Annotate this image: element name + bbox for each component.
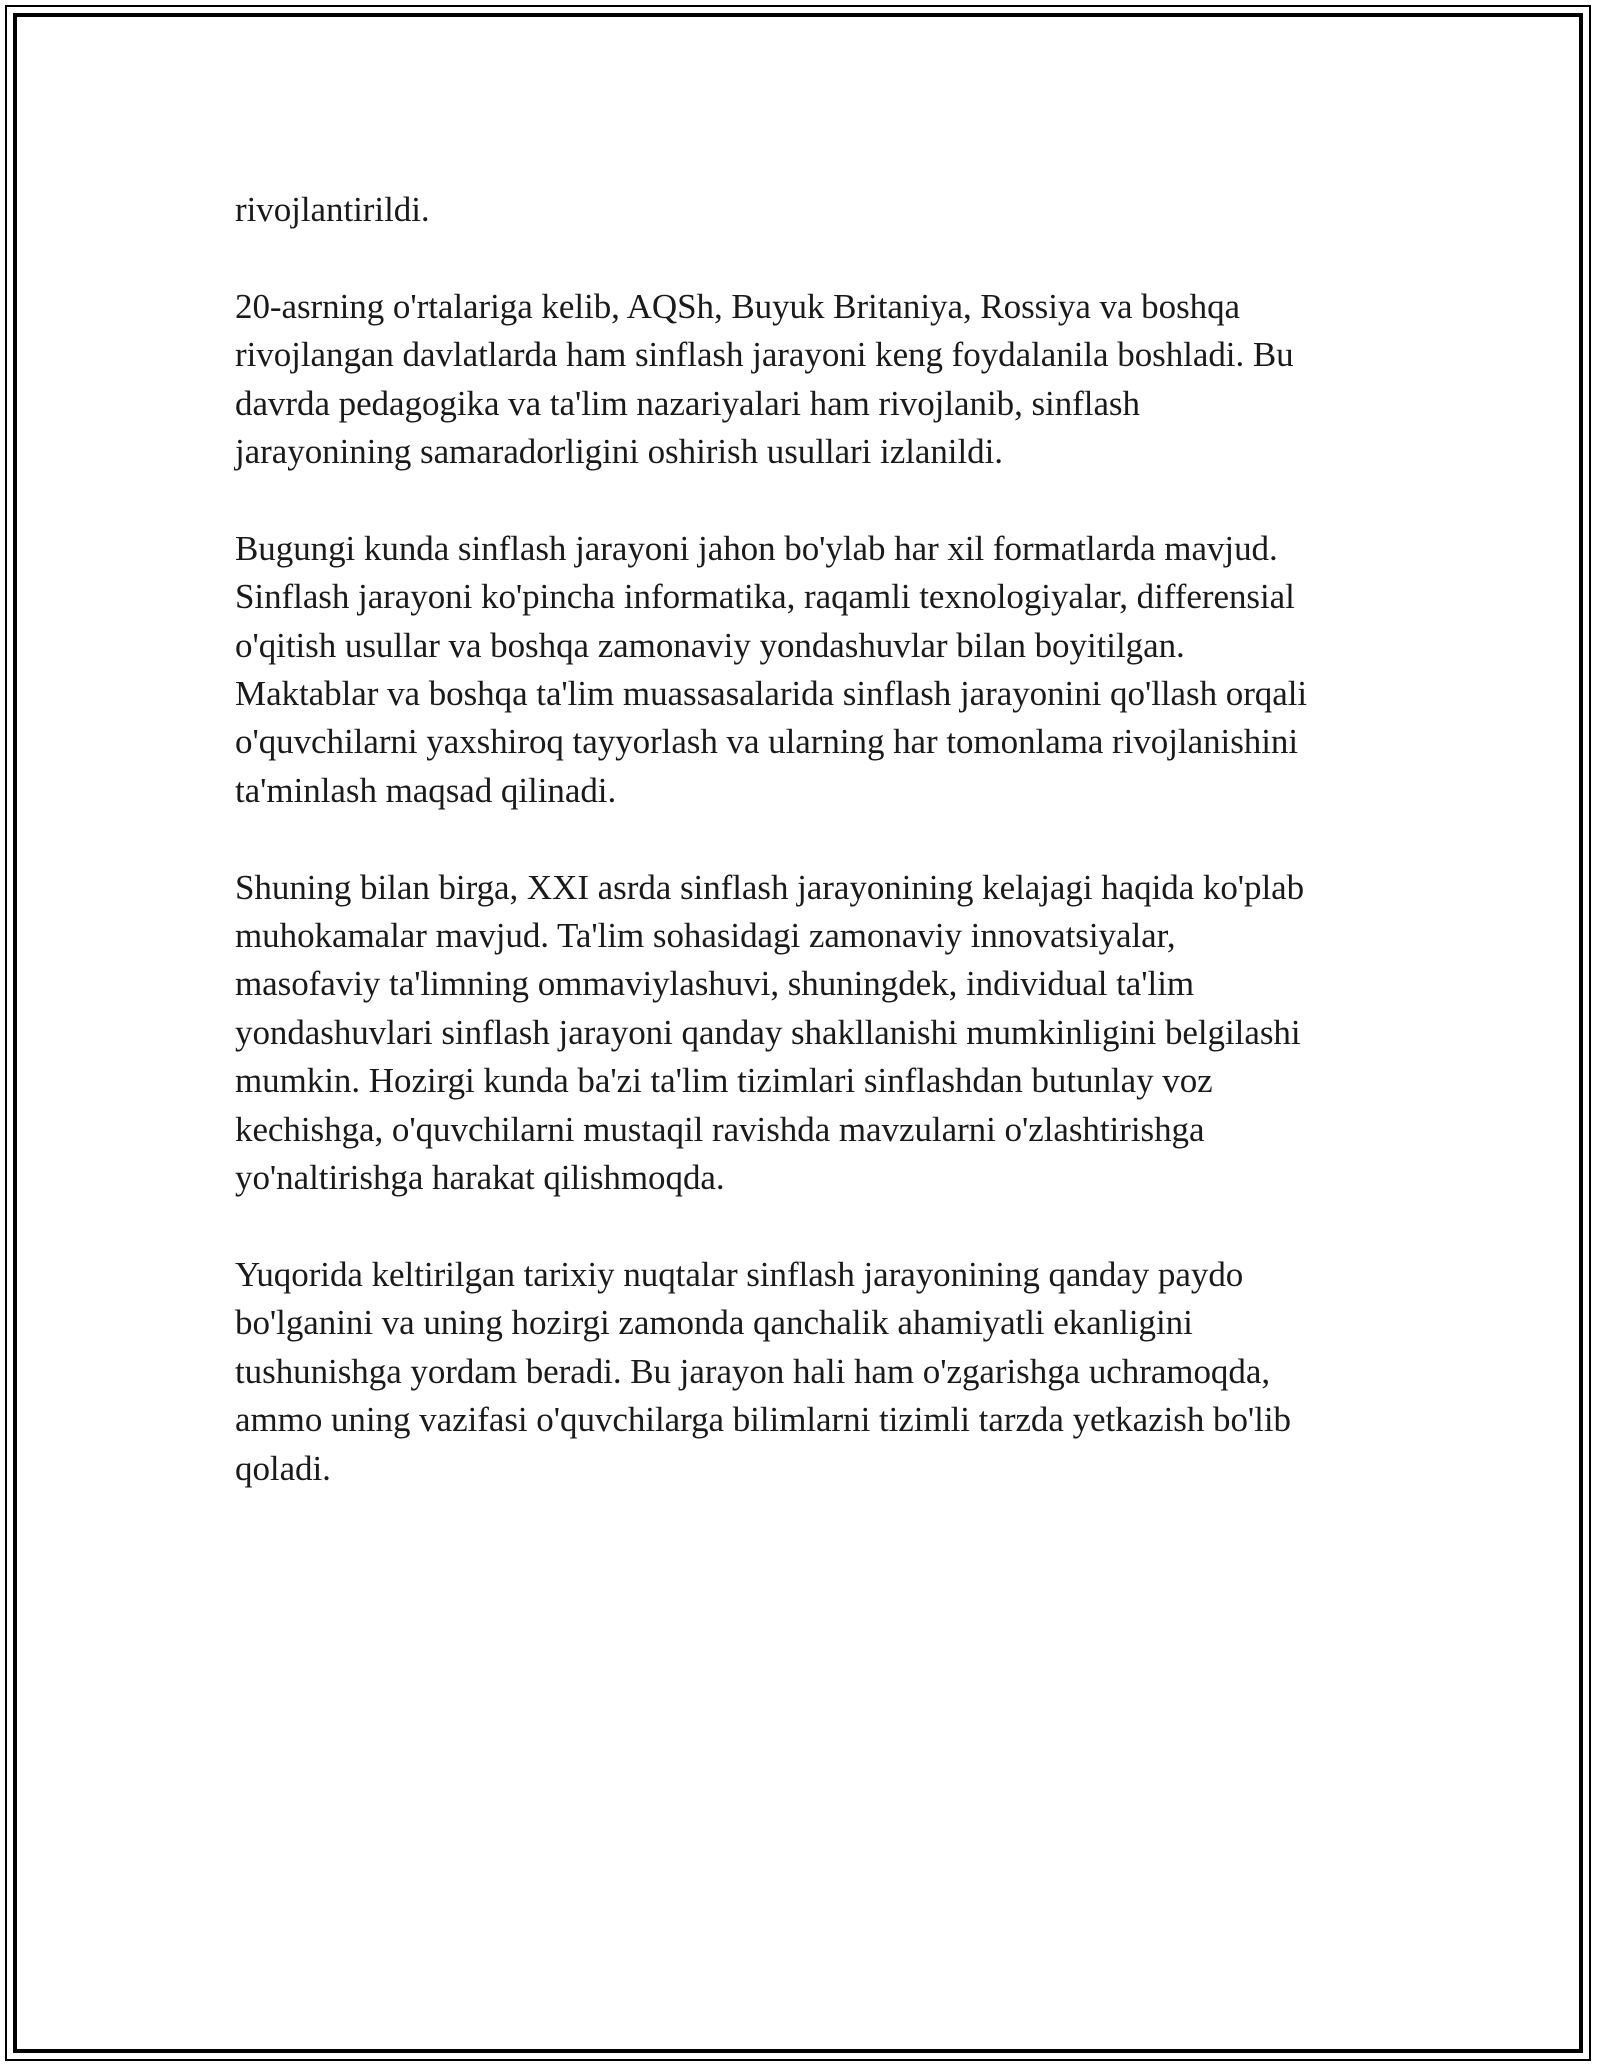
document-body — [235, 186, 1385, 1541]
paragraph-conclusion: Yuqorida keltirilgan tarixiy nuqtalar sinflash jarayonining qanday paydo bo'lganini va uning hozirgi zamonda qanchalik ahamiyatli ekanligini tushunishga yordam beradi. Bu jarayon hali ham o'zgarishga uchramoqda, ammo uning vazifasi o'quvchilarga bilimlarni tizimli tarzda yetkazish bo'lib qoladi. — [235, 1254, 1291, 1488]
paragraph-today: Bugungi kunda sinflash jarayoni jahon bo'ylab har xil formatlarda mavjud. Sinflash jarayoni ko'pincha informatika, raqamli texnologiyalar, differensial o'qitish usullar va boshqa zamonaviy yondashuvlar bilan boyitilgan. Maktablar va boshqa ta'lim muassasalarida sinflash jarayonini qo'llash orqali o'quvchilarni yaxshiroq tayyorlash va ularning har tomonlama rivojlanishini ta'minlash maqsad qilinadi. — [235, 528, 1308, 810]
paragraph-20th-century: 20-asrning o'rtalariga kelib, AQSh, Buyuk Britaniya, Rossiya va boshqa rivojlangan davlatlarda ham sinflash jarayoni keng foydalanila boshladi. Bu davrda pedagogika va ta'lim nazariyalari ham rivojlanib, sinflash jarayonining samaradorligini oshirish usullari izlanildi. — [235, 286, 1294, 472]
paragraph-continuation: rivojlantirildi. — [235, 190, 430, 229]
paragraph-21st-century: Shuning bilan birga, XXI asrda sinflash jarayonining kelajagi haqida ko'plab muhokamalar mavjud. Ta'lim sohasidagi zamonaviy innovatsiyalar, masofaviy ta'limning ommaviylashuvi, shuningdek, individual ta'lim yondashuvlari sinflash jarayoni qanday shakllanishi mumkinligini belgilashi mumkin. Hozirgi kunda ba'zi ta'lim tizimlari sinflashdan butunlay voz kechishga, o'quvchilarni mustaqil ravishda mavzularni o'zlashtirishga yo'naltirishga harakat qilishmoqda. — [235, 867, 1305, 1198]
